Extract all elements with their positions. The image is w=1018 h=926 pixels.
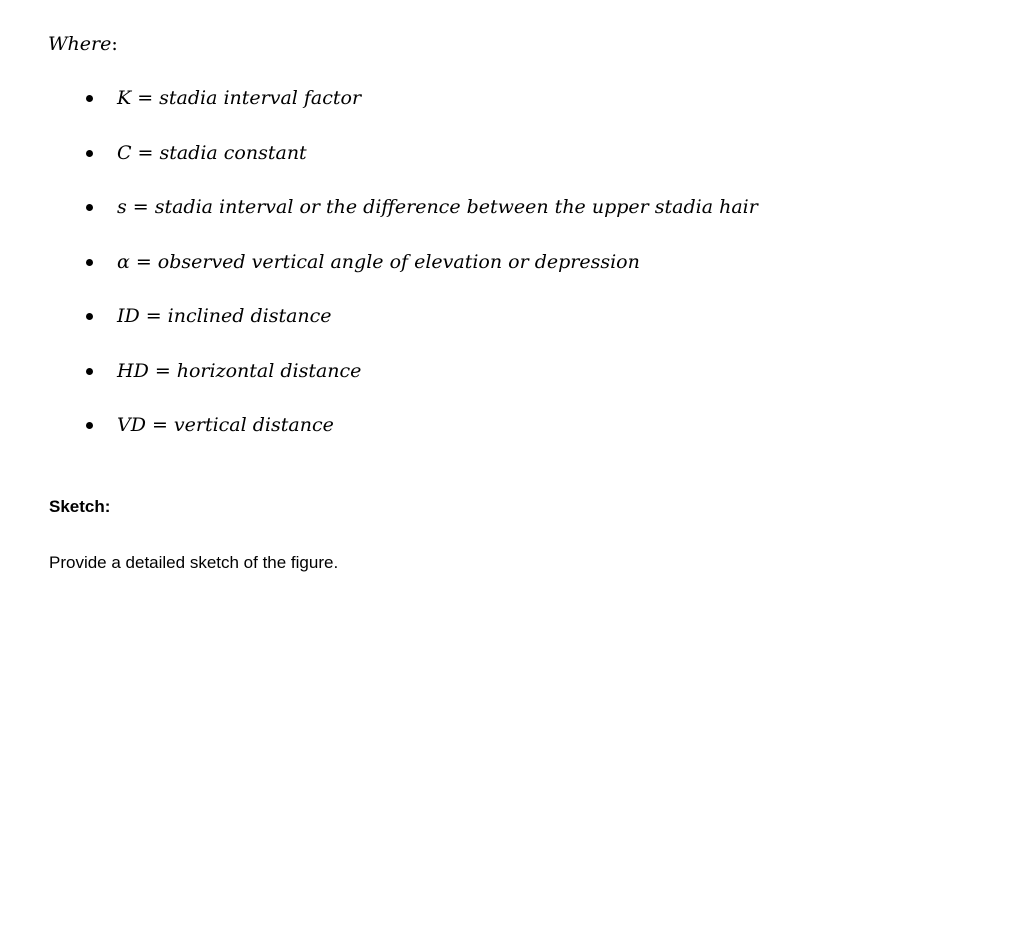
equals-sign: = bbox=[151, 414, 168, 436]
definition-meaning: stadia constant bbox=[159, 141, 307, 164]
definition-symbol: C bbox=[117, 141, 132, 164]
bullet-icon bbox=[86, 368, 93, 375]
definition-symbol: VD bbox=[117, 414, 146, 436]
bullet-icon bbox=[86, 150, 93, 157]
where-text: Where bbox=[48, 33, 112, 55]
equals-sign: = bbox=[137, 87, 154, 109]
definition-text bbox=[117, 248, 640, 276]
sketch-instruction: Provide a detailed sketch of the figure. bbox=[49, 553, 339, 572]
definition-text bbox=[117, 357, 361, 385]
definition-symbol: K bbox=[117, 87, 132, 109]
definition-meaning: inclined distance bbox=[167, 305, 332, 327]
definition-text bbox=[117, 139, 307, 167]
definition-meaning: stadia interval factor bbox=[159, 87, 362, 109]
bullet-icon bbox=[86, 259, 93, 266]
definition-symbol: HD bbox=[117, 359, 149, 382]
equals-sign: = bbox=[132, 196, 149, 218]
definition-text bbox=[117, 84, 361, 112]
bullet-icon bbox=[86, 95, 93, 102]
equals-sign: = bbox=[145, 305, 162, 327]
equals-sign: = bbox=[137, 141, 154, 164]
sketch-heading: Sketch: bbox=[49, 497, 111, 516]
definition-meaning: horizontal distance bbox=[176, 359, 362, 382]
definition-text bbox=[117, 193, 758, 221]
definition-text bbox=[117, 302, 332, 330]
bullet-icon bbox=[86, 204, 93, 211]
definition-text bbox=[117, 411, 334, 439]
where-label bbox=[48, 33, 118, 55]
equals-sign: = bbox=[135, 250, 152, 273]
bullet-icon bbox=[86, 313, 93, 320]
definition-symbol: α bbox=[117, 250, 130, 273]
definition-symbol: s bbox=[117, 196, 127, 218]
bullet-icon bbox=[86, 422, 93, 429]
where-colon: : bbox=[111, 33, 118, 55]
definition-symbol: ID bbox=[117, 305, 140, 327]
equals-sign: = bbox=[154, 359, 171, 382]
definition-meaning: stadia interval or the difference between the upper stadia hair bbox=[154, 196, 758, 218]
definition-meaning: vertical distance bbox=[173, 414, 334, 436]
definition-meaning: observed vertical angle of elevation or depression bbox=[157, 250, 640, 273]
